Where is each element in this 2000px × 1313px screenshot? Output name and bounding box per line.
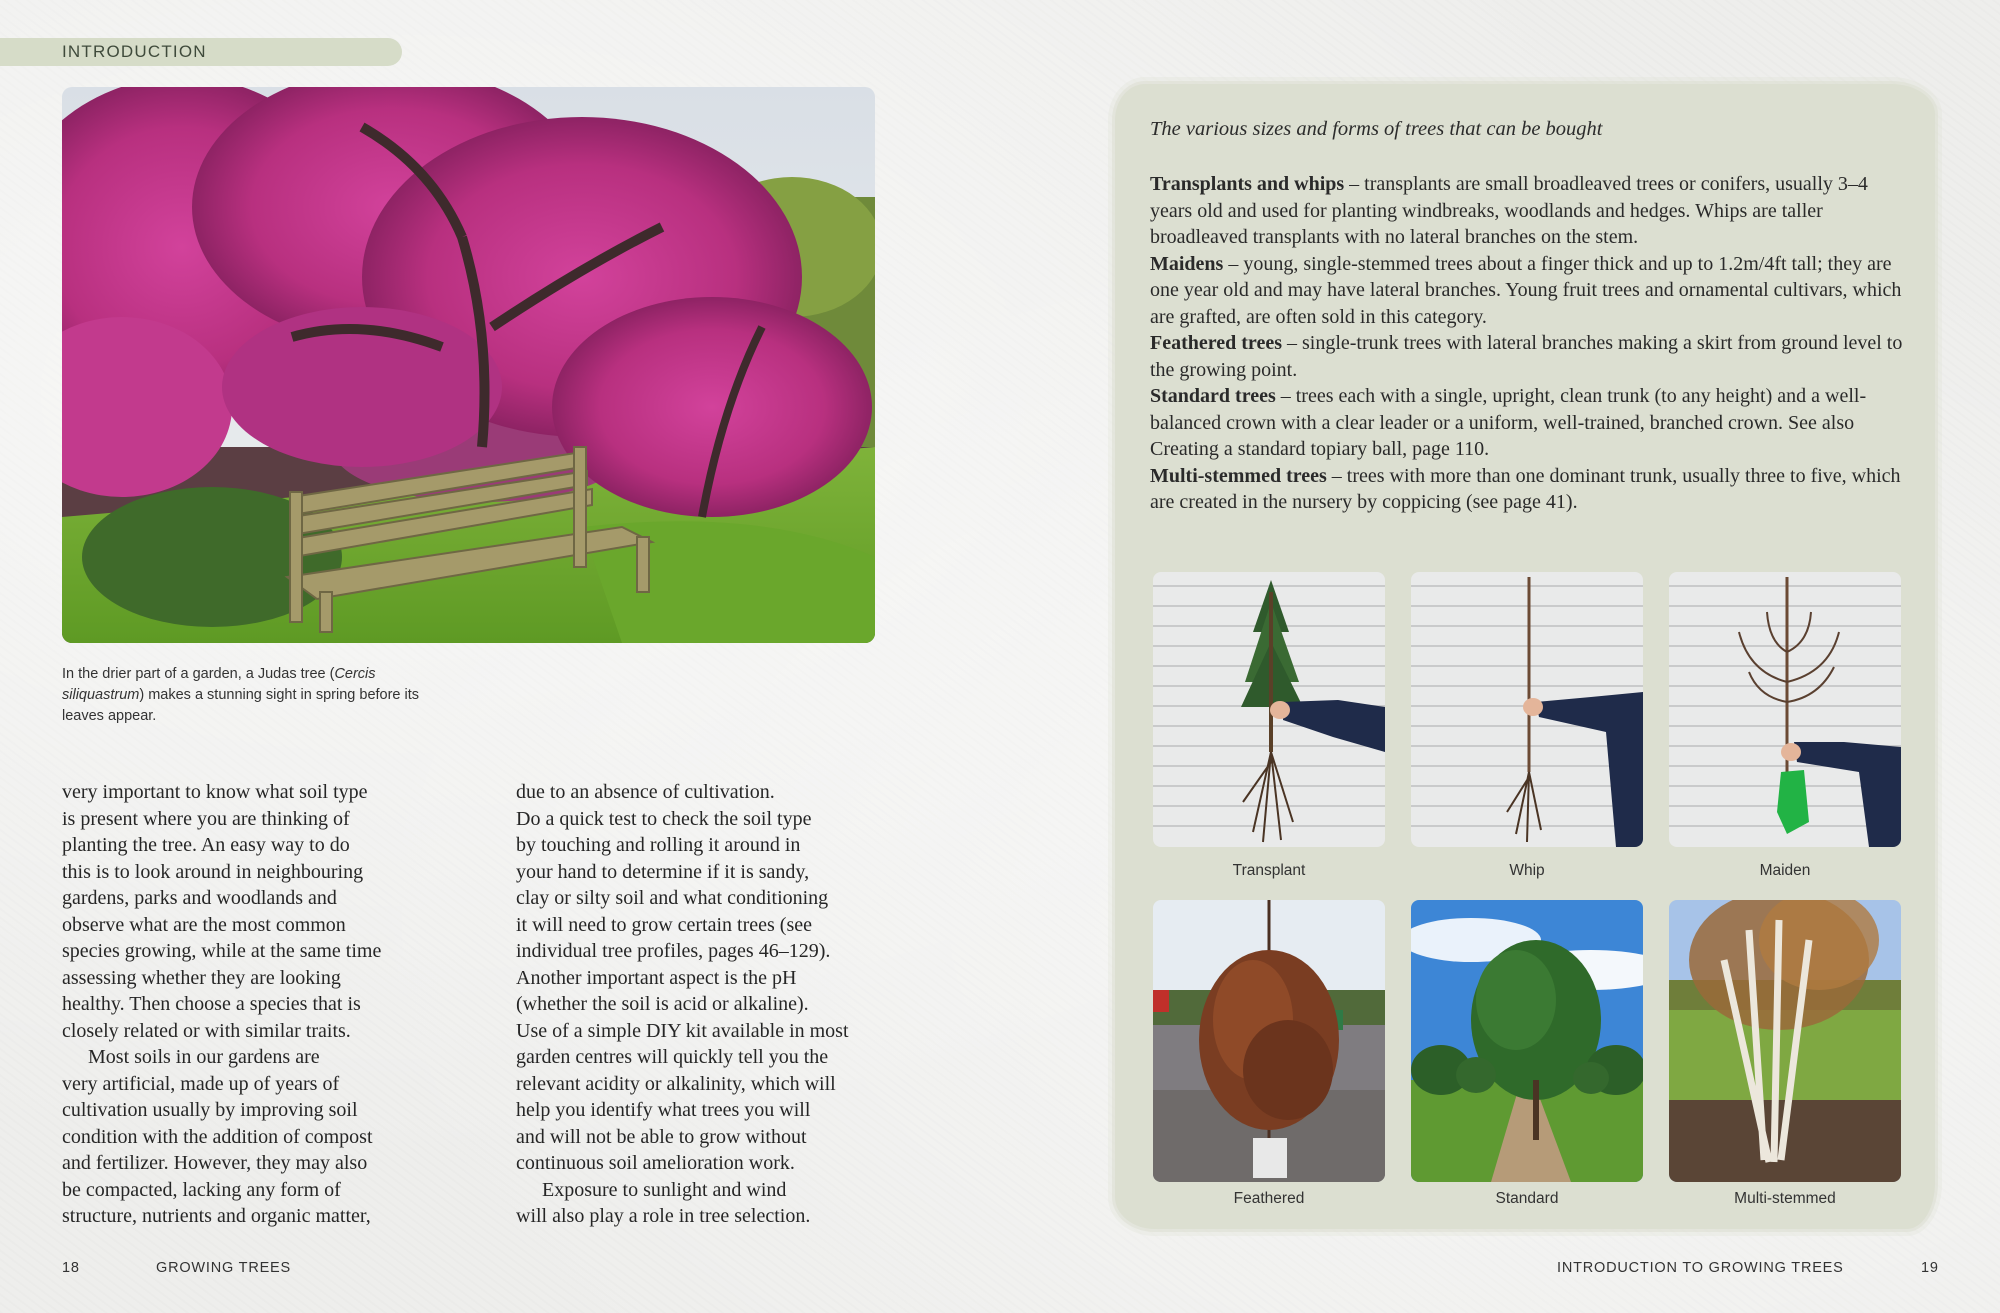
caption-latin-name: Cercis siliquastrum [62,666,376,703]
running-title-right: INTRODUCTION TO GROWING TREES [1557,1260,1844,1276]
transplant-photo [1153,572,1385,847]
body-paragraph: Most soils in our gardens are very artificial, made up of years of cultivation usually by improving soil condition with the addition of compost and fertilizer. However, they may also be compacted, lacking any form of structure, nutrients and organic matter, [62,1046,373,1227]
maiden-photo [1669,572,1901,847]
running-title-left: GROWING TREES [156,1260,292,1276]
judas-tree-photo [62,87,875,643]
definition-term: Transplants and whips [1150,173,1345,195]
multi-stemmed-photo [1669,900,1901,1182]
definition-text: – single-trunk trees with lateral branches making a skirt from ground level to the growing point. [1150,332,1903,381]
feathered-photo [1153,900,1385,1182]
definition-term: Multi-stemmed trees [1150,464,1327,487]
photo-label-multi-stemmed: Multi-stemmed [1734,1190,1836,1207]
definition-entry [1150,330,1910,383]
definition-entry [1150,251,1910,331]
definition-entry [1150,171,1910,251]
section-tab [0,38,402,66]
photo-label-whip: Whip [1509,862,1545,879]
definition-term: Standard trees [1150,385,1276,407]
panel-intro: The various sizes and forms of trees that can be bought [1150,118,1603,140]
caption-text: In the drier part of a garden, a Judas tree ( [62,666,335,682]
definition-text: – trees with more than one dominant trunk, usually three to five, which are created in the nursery by coppicing (see page 41). [1150,464,1901,513]
page-number-right: 19 [1921,1260,1939,1276]
definition-text: – trees each with a single, upright, clean trunk (to any height) and a well-balanced crown with a clear leader or a uniform, well-trained, branched crown. See also Creating a standard topiary ball, page 110. [1150,385,1867,460]
body-column-1 [62,779,462,1230]
photo-label-feathered: Feathered [1233,1190,1305,1207]
standard-photo [1411,900,1643,1182]
definition-term: Feathered trees [1150,332,1282,354]
definition-entry [1150,383,1910,463]
caption-text-end: ) makes a stunning sight in spring before its leaves appear. [62,687,420,724]
body-paragraph: very important to know what soil type is present where you are thinking of planting the tree. An easy way to do this is to look around in neighbouring gardens, parks and woodlands and observe what are the most common species growing, while at the same time assessing whether they are looking healthy. Then choose a species that is closely related or with similar traits. [62,781,382,1042]
photo-label-transplant: Transplant [1232,862,1306,879]
photo-label-standard: Standard [1495,1190,1559,1207]
section-label: INTRODUCTION [62,42,207,61]
whip-photo [1411,572,1643,847]
page-number-left: 18 [62,1260,80,1276]
definition-term: Maidens [1150,252,1224,275]
body-column-2 [516,779,906,1230]
panel-definitions [1150,171,1910,516]
definition-entry [1150,463,1910,516]
body-paragraph: due to an absence of cultivation. Do a quick test to check the soil type by touching and rolling it around in your hand to determine if it is sandy, clay or silty soil and what conditioning it will need to grow certain trees (see individual tree profiles, pages 46–129). Another important aspect is the pH (whether the soil is acid or alkaline). Use of a simple DIY kit available in most garden centres will quickly tell you the relevant acidity or alkalinity, which will help you identify what trees you will and will not be able to grow without continuous soil amelioration work. [516,781,849,1174]
photo-label-maiden: Maiden [1759,862,1811,879]
body-paragraph: Exposure to sunlight and wind will also play a role in tree selection. [516,1178,811,1227]
definition-text: – transplants are small broadleaved trees or conifers, usually 3–4 years old and used for planting windbreaks, woodlands and hedges. Whips are taller broadleaved transplants with no lateral branches on the stem. [1150,173,1868,248]
photo-caption [62,664,442,727]
definition-text: – young, single-stemmed trees about a finger thick and up to 1.2m/4ft tall; they are one year old and may have lateral branches. Young fruit trees and ornamental cultivars, which are grafted, are often sold in this category. [1150,252,1902,328]
